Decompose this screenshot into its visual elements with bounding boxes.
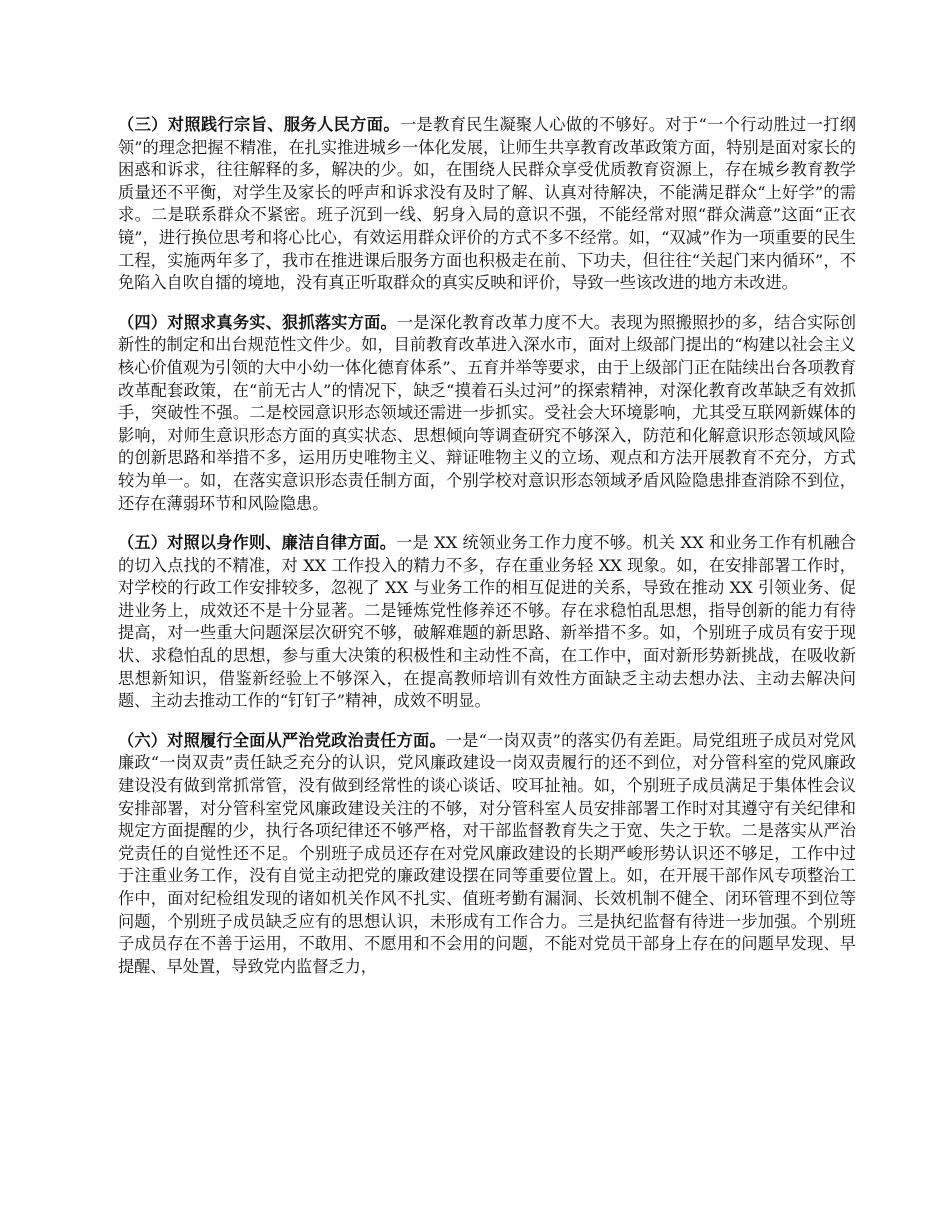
section-6-body: 一是“一岗双责”的落实仍有差距。局党组班子成员对党风廉政“一岗双责”责任缺乏充分的认识，党风廉政建设一岗双责履行的还不到位，对分管科室的党风廉政建设没有做到常抓常管，没有做到经常性的谈心谈话、咬耳扯袖。如，个别班子成员满足于集体性会议安排部署，对分管科室党风廉政建设关注的不够，对分管科室人员安排部署工作时对其遵守有关纪律和规定方面提醒的少，执行各项纪律还不够严格，对干部监督教育失之于宽、失之于软。二是落实从严治党责任的自觉性还不足。个别班子成员还存在对党风廉政建设的长期严峻形势认识还不够足，工作中过于注重业务工作，没有自觉主动把党的廉政建设摆在同等重要位置上。如，在开展干部作风专项整治工作中，面对纪检组发现的诸如机关作风不扎实、值班考勤有漏洞、长效机制不健全、闭环管理不到位等问题，个别班子成员缺乏应有的思想认识，未形成有工作合力。三是执纪监督有待进一步加强。个别班子成员存在不善于运用，不敢用、不愿用和不会用的问题，不能对党员干部身上存在的问题早发现、早提醒、早处置，导致党内监督乏力， [118,730,856,976]
section-4-heading: （四）对照求真务实、狠抓落实方面。 [118,312,397,332]
section-3-paragraph [118,114,856,295]
section-3-heading: （三）对照践行宗旨、服务人民方面。 [118,115,400,134]
section-4-paragraph [118,312,856,515]
section-5-paragraph [118,532,856,713]
section-5-heading: （五）对照以身作则、廉洁自律方面。 [118,533,397,553]
section-6-paragraph [118,730,856,979]
section-3-body: 一是教育民生凝聚人心做的不够好。对于“一个行动胜过一打纲领”的理念把握不精准，在扎实推进城乡一体化发展，让师生共享教育改革政策方面，特别是面对家长的困惑和诉求，往往解释的多，解决的少。如，在围绕人民群众享受优质教育资源上，存在城乡教育教学质量还不平衡，对学生及家长的呼声和诉求没有及时了解、认真对待解决，不能满足群众“上好学”的需求。二是联系群众不紧密。班子沉到一线、躬身入局的意识不强，不能经常对照“群众满意”这面“正衣镜”，进行换位思考和将心比心，有效运用群众评价的方式不多不经常。如，“双减”作为一项重要的民生工程，实施两年多了，我市在推进课后服务方面也积极走在前、下功夫，但往往“关起门来内循环”，不免陷入自吹自擂的境地，没有真正听取群众的真实反映和评价，导致一些该改进的地方未改进。 [118,115,856,293]
section-5-body: 一是 XX 统领业务工作力度不够。机关 XX 和业务工作有机融合的切入点找的不精准，对 XX 工作投入的精力不多，存在重业务轻 XX 现象。如，在安排部署工作时，对学校的行政工作安排较多，忽视了 XX 与业务工作的相互促进的关系，导致在推动 XX 引领业务、促进业务上，成效还不是十分显著。二是锤炼党性修养还不够。存在求稳怕乱思想，指导创新的能力有待提高，对一些重大问题深层次研究不够，破解难题的新思路、新举措不多。如，个别班子成员有安于现状、求稳怕乱的思想，参与重大决策的积极性和主动性不高，在工作中，面对新形势新挑战，在吸收新思想新知识，借鉴新经验上不够深入，在提高教师培训有效性方面缺乏主动去想办法、主动去解决问题、主动去推动工作的“钉钉子”精神，成效不明显。 [118,533,856,711]
section-4-body: 一是深化教育改革力度不大。表现为照搬照抄的多，结合实际创新性的制定和出台规范性文件少。如，目前教育改革进入深水市，面对上级部门提出的“构建以社会主义核心价值观为引领的大中小幼一体化德育体系”、五育并举等要求，由于上级部门正在陆续出台各项教育改革配套政策，在“前无古人”的情况下，缺乏“摸着石头过河”的探索精神，对深化教育改革缺乏有效抓手，突破性不强。二是校园意识形态领域还需进一步抓实。受社会大环境影响，尤其受互联网新媒体的影响，对师生意识形态方面的真实状态、思想倾向等调查研究不够深入，防范和化解意识形态领域风险的创新思路和举措不多，运用历史唯物主义、辩证唯物主义的立场、观点和方法开展教育不充分，方式较为单一。如，在落实意识形态责任制方面，个别学校对意识形态领域矛盾风险隐患排查消除不到位，还存在薄弱环节和风险隐患。 [118,312,857,513]
document-page [118,114,856,995]
section-6-heading: （六）对照履行全面从严治党政治责任方面。 [118,730,446,750]
